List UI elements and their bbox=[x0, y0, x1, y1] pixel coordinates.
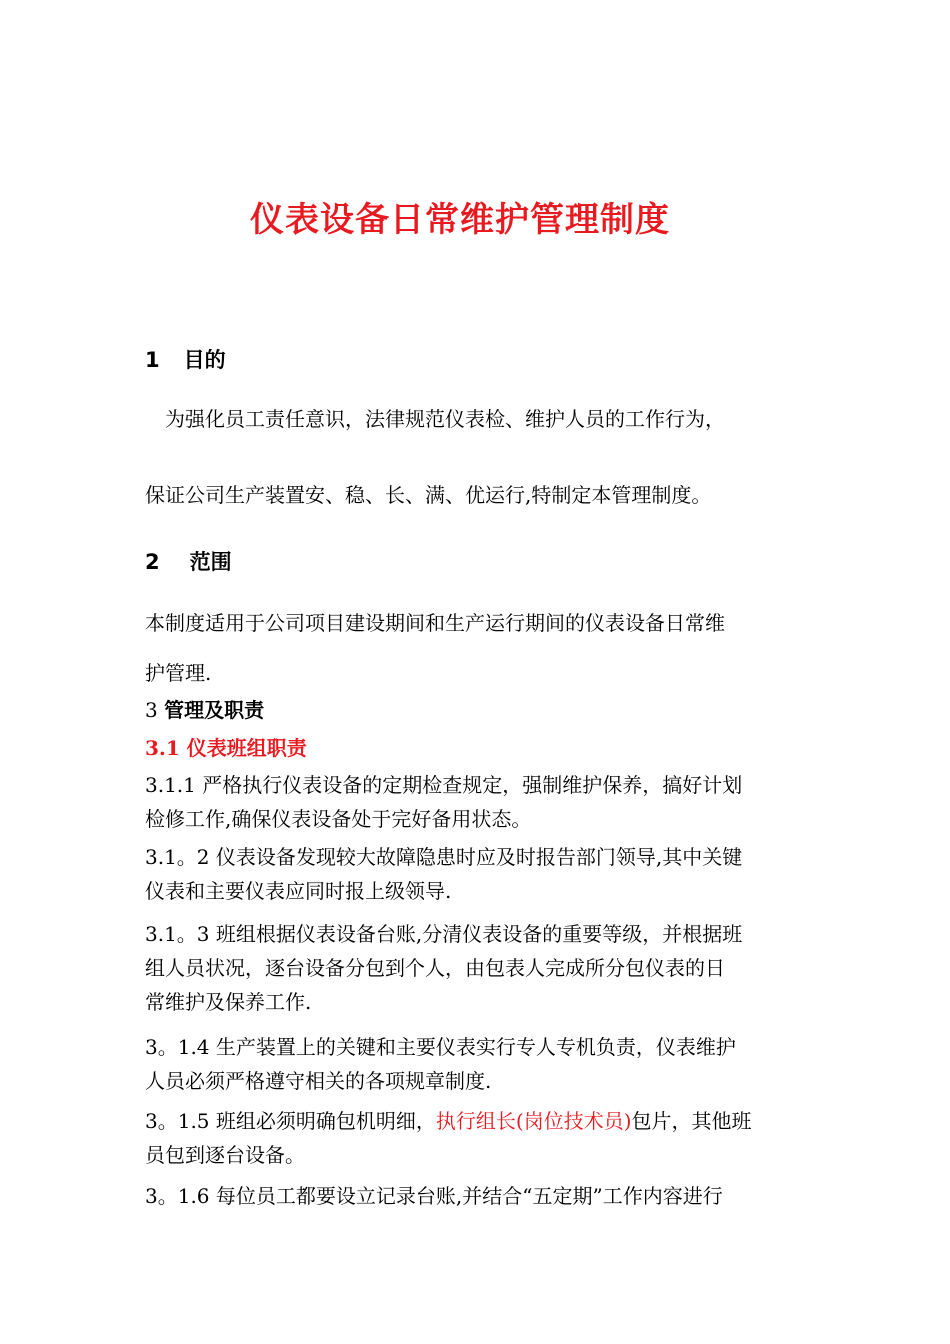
text-line: 检修工作,确保仪表设备处于完好备用状态。 bbox=[145, 807, 532, 831]
item-3-1-2 bbox=[145, 840, 810, 908]
section-title: 管理及职责 bbox=[164, 698, 265, 722]
text-run: 本制度适用于公司 bbox=[145, 611, 305, 635]
item-3-1-4 bbox=[145, 1030, 810, 1098]
section-2-paragraph-line-2: 护管理. bbox=[145, 661, 212, 685]
text-line: 3.1。2 仪表设备发现较大故障隐患时应及时报告部门领导,其中关键 bbox=[145, 845, 743, 869]
section-title: 范围 bbox=[189, 550, 232, 574]
highlighted-text: 执行组长(岗位技术员) bbox=[435, 1109, 632, 1133]
text-line: 组人员状况，逐台设备分包到个人，由包表人完成所分包仪表的日 bbox=[145, 956, 725, 980]
text-line: 仪表和主要仪表应同时报上级领导. bbox=[145, 879, 452, 903]
section-2-paragraph-line-1 bbox=[145, 606, 810, 640]
text-run: 为强化员工责任意识， bbox=[165, 407, 365, 431]
text-line bbox=[145, 1104, 810, 1138]
text-line: 3。1.6 每位员工都要设立记录台账,并结合“五定期”工作内容进行 bbox=[145, 1184, 723, 1208]
item-3-1-5 bbox=[145, 1104, 810, 1172]
text-line: 3.1。3 班组根据仪表设备台账,分清仪表设备的重要等级，并根据班 bbox=[145, 922, 743, 946]
text-run: 包片，其他班 bbox=[631, 1109, 752, 1133]
section-title: 目的 bbox=[183, 348, 226, 372]
document-title: 仪表设备日常维护管理制度 bbox=[250, 200, 670, 240]
item-3-1-3 bbox=[145, 917, 810, 1019]
section-2-heading bbox=[145, 546, 232, 576]
section-number: 1 bbox=[145, 348, 160, 372]
section-number: 3 bbox=[145, 698, 158, 722]
text-line: 常维护及保养工作. bbox=[145, 990, 312, 1014]
section-1-paragraph-line-1 bbox=[165, 402, 830, 436]
text-run: 法律规范仪表检、维护人员的工作行为， bbox=[365, 407, 725, 431]
text-line: 员包到逐台设备。 bbox=[145, 1143, 305, 1167]
text-line: 3.1.1 严格执行仪表设备的定期检查规定，强制维护保养，搞好计划 bbox=[145, 773, 743, 797]
item-3-1-1 bbox=[145, 768, 810, 836]
section-number: 2 bbox=[145, 550, 160, 574]
text-line: 人员必须严格遵守相关的各项规章制度. bbox=[145, 1069, 492, 1093]
text-run: 安、稳、长、满、优运行,特制定本管理制度。 bbox=[305, 483, 712, 507]
item-3-1-6 bbox=[145, 1179, 810, 1213]
text-run: 保证公司生产装置 bbox=[145, 483, 305, 507]
section-1-heading bbox=[145, 344, 226, 374]
text-line: 3。1.4 生产装置上的关键和主要仪表实行专人专机负责，仪表维护 bbox=[145, 1035, 736, 1059]
section-1-paragraph-line-2 bbox=[145, 478, 810, 512]
text-run: 项目建设期间和生产运行期间的 bbox=[305, 611, 585, 635]
text-run: 3。1.5 班组必须明确包机明细， bbox=[145, 1109, 436, 1133]
text-run: 仪表设备日常维 bbox=[585, 611, 725, 635]
subsection-3-1-heading: 3.1 仪表班组职责 bbox=[145, 736, 307, 760]
section-3-heading bbox=[145, 693, 810, 727]
